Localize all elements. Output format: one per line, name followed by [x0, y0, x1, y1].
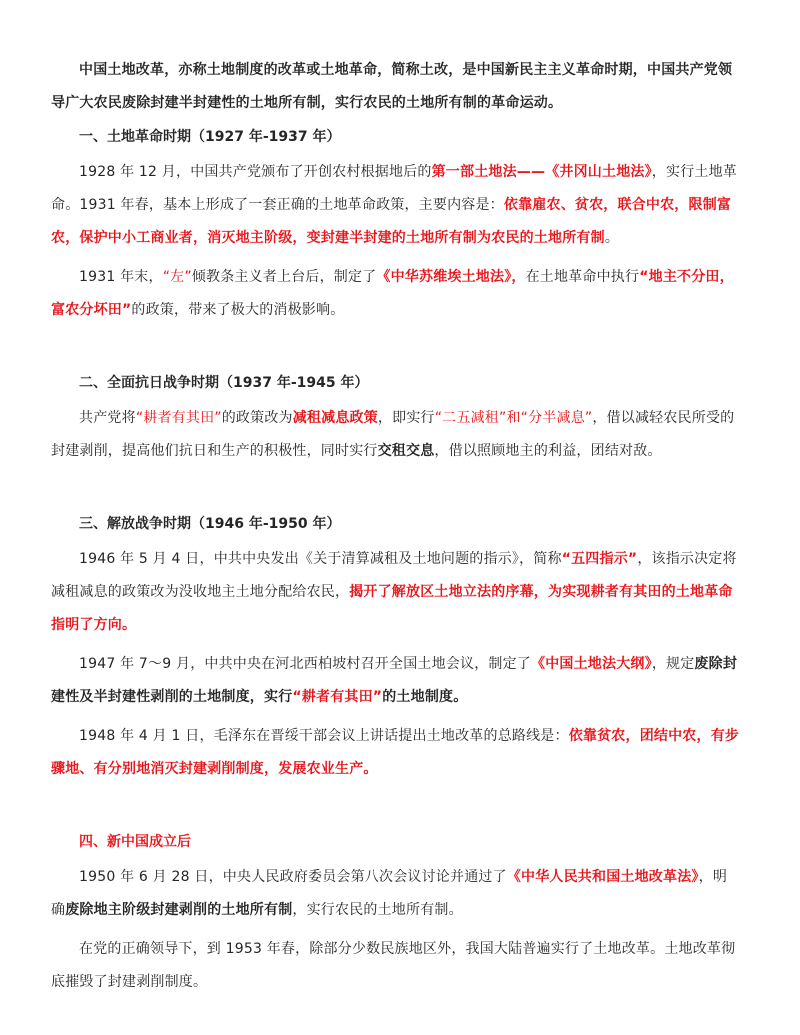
highlight-run: 依靠雇农、贫农，联合中农，限制富农，保护中小工商业者，消灭地主阶级，变封建半封建的土地所有制为农民的土地所有制: [51, 197, 732, 246]
section-3-paragraph-3: [51, 720, 740, 786]
section-4-heading: 四、新中国成立后: [79, 834, 191, 850]
section-3-paragraph-1: [51, 543, 740, 642]
highlight-run: “耕者有其田”: [292, 689, 383, 705]
text-run: ，明确: [51, 869, 728, 918]
highlight-run: 《中华人民共和国土地改革法》: [506, 869, 699, 885]
text-run: 1947 年 7～9 月，中共中央在河北西柏坡村召开全国土地会议，制定了: [79, 656, 531, 672]
bold-run: 的土地制度。: [382, 689, 468, 705]
section-3-heading: 三、解放战争时期（1946 年-1950 年）: [79, 516, 341, 532]
text-run: 共产党将: [79, 410, 136, 426]
highlight-run: 《中华苏维埃土地法》，: [376, 269, 526, 285]
text-run: ，该指示决定将减租减息的政策改为没收地主土地分配给农民，: [51, 551, 737, 600]
section-4-paragraph-2: 在党的正确领导下，到 1953 年春，除部分少数民族地区外，我国大陆普遍实行了土地改革。土地改革彻底摧毁了封建剥削制度。: [51, 941, 736, 990]
bold-run: 废除地主阶级封建剥削的土地所有制: [65, 902, 293, 918]
text-run: 倾教条主义者上台后，制定了: [191, 269, 377, 285]
highlight-run: “耕者有其田”: [135, 410, 222, 426]
highlight-run: “地主不分田，富农分坏田”: [51, 269, 734, 318]
highlight-run: “二五减租”和“分半减息”: [434, 410, 593, 426]
text-run: ，规定: [651, 656, 695, 672]
section-spacer: [51, 474, 740, 509]
text-run: ，借以照顾地主的利益，团结对敌。: [434, 443, 662, 459]
section-4-paragraph-1: [51, 861, 740, 927]
text-run: 1931 年末，: [79, 269, 163, 285]
text-run: 1928 年 12 月，中国共产党颁布了开创农村根据地后的: [79, 164, 432, 180]
bold-run: 交租交息: [377, 443, 435, 459]
text-run: 在土地革命中执行: [525, 269, 640, 285]
highlight-run: “五四指示”: [561, 551, 638, 567]
text-run: 的政策，带来了极大的消极影响。: [131, 302, 345, 318]
text-run: 。: [604, 230, 620, 246]
section-1-paragraph-2: [51, 261, 740, 327]
highlight-run: 依靠贫农，团结中农，有步骤地、有分别地消灭封建剥削制度，发展农业生产。: [51, 728, 740, 777]
intro-paragraph: 中国土地改革，亦称土地制度的改革或土地革命，简称土改，是中国新民主主义革命时期，中国共产党领导广大农民废除封建半封建性的土地所有制，实行农民的土地所有制的革命运动。: [51, 62, 733, 111]
section-2-paragraph-1: [51, 402, 740, 468]
text-run: 1948 年 4 月 1 日，毛泽东在晋绥干部会议上讲话提出土地改革的总路线是：: [79, 728, 569, 744]
text-run: 1950 年 6 月 28 日，中央人民政府委员会第八次会议讨论并通过了: [79, 869, 507, 885]
text-run: 1946 年 5 月 4 日，中共中央发出《关于清算减租及土地问题的指示》，简称: [79, 551, 562, 567]
text-run: ，即实行: [377, 410, 435, 426]
text-run: ，借以减轻农民所受的封建剥削，提高他们抗日和生产的积极性，同时实行: [51, 410, 735, 459]
highlight-run: 揭开了解放区土地立法的序幕，为实现耕者有其田的土地革命指明了方向。: [51, 584, 733, 633]
highlight-run: 《中国土地法大纲》: [531, 656, 652, 672]
text-run: 的政策改为: [221, 410, 293, 426]
section-spacer: [51, 333, 740, 368]
highlight-run: 减租减息政策: [292, 410, 378, 426]
highlight-run: 第一部土地法——《井冈山土地法》: [431, 164, 652, 180]
section-2-heading: 二、全面抗日战争时期（1937 年-1945 年）: [79, 375, 369, 391]
text-run: ，实行农民的土地所有制。: [292, 902, 463, 918]
section-1-paragraph-1: [51, 156, 740, 255]
section-1-heading: 一、土地革命时期（1927 年-1937 年）: [79, 129, 341, 145]
text-run: ，实行土地革命。1931 年春，基本上形成了一套正确的土地革命政策，主要内容是：: [51, 164, 737, 213]
section-3-paragraph-2: [51, 648, 740, 714]
highlight-run: “左”: [162, 269, 192, 285]
bold-run: 废除封建性及半封建性剥削的土地制度，实行: [51, 656, 738, 705]
section-spacer: [51, 792, 740, 827]
